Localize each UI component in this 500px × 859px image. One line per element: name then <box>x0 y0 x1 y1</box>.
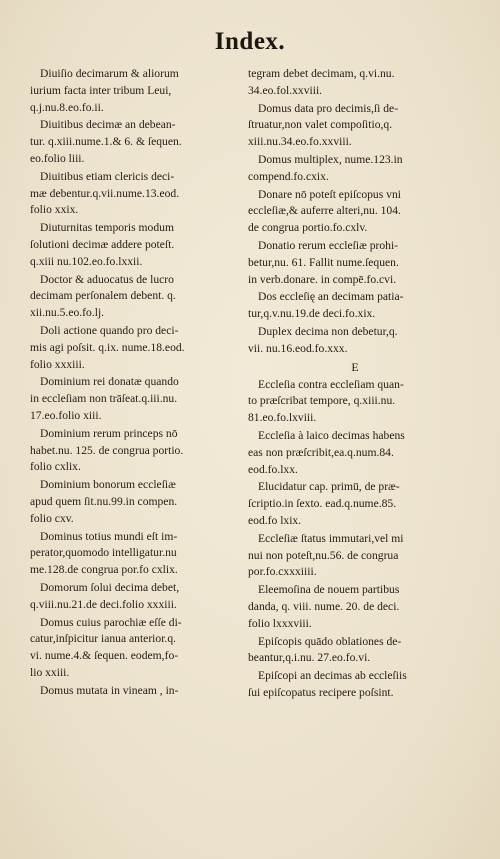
entry-line: eo.folio liii. <box>30 151 85 165</box>
entry-line: mis agi poſsit. q.ix. nume.18.eod. <box>30 340 185 354</box>
entry-line: ſolutioni decimæ addere poteſt. <box>30 237 175 251</box>
entry-line: Elucidatur cap. primū, de præ- <box>258 480 400 494</box>
index-entry <box>248 377 462 427</box>
index-entry <box>30 66 244 116</box>
index-entry <box>30 117 244 167</box>
entry-line: Donatio rerum eccleſiæ prohi- <box>258 238 399 252</box>
index-entry <box>30 374 244 424</box>
entry-line: eccleſiæ,& auferre alteri,nu. 104. <box>248 204 401 218</box>
entry-line: Eleemoſina de nouem partibus <box>258 583 400 597</box>
entry-line: 17.eo.folio xiii. <box>30 408 102 422</box>
entry-line: vi. nume.4.& ſequen. eodem,fo- <box>30 649 179 663</box>
index-entry <box>248 479 462 529</box>
entry-line: Dos eccleſię an decimam patia- <box>258 290 404 304</box>
section-letter: E <box>351 359 359 374</box>
entry-line: Eccleſia contra eccleſiam quan- <box>258 377 404 391</box>
index-entry <box>30 529 244 579</box>
index-entry <box>248 101 462 151</box>
index-entry <box>30 272 244 322</box>
entry-line: apud quem ſit.nu.99.in compen. <box>30 494 178 508</box>
index-entry <box>248 152 462 186</box>
entry-line: Epiſcopis quādo oblationes de- <box>258 634 402 648</box>
entry-line: Diuturnitas temporis modum <box>40 221 174 235</box>
index-entry <box>248 187 462 237</box>
entry-line: folio xxix. <box>30 203 79 217</box>
index-entry <box>248 238 462 288</box>
entry-line: folio cxlix. <box>30 460 81 474</box>
entry-line: decimam perſonalem debent. q. <box>30 289 176 303</box>
entry-line: nui non poteſt,nu.56. de congrua <box>248 548 399 562</box>
entry-line: lio xxiii. <box>30 665 70 679</box>
entry-line: mæ debentur.q.vii.nume.13.eod. <box>30 186 180 200</box>
entry-line: betur,nu. 61. Fallit nume.ſequen. <box>248 255 399 269</box>
entry-line: q.xiii nu.102.eo.fo.lxxii. <box>30 254 143 268</box>
index-entry <box>30 323 244 373</box>
entry-line: Domorum ſolui decima debet, <box>40 580 180 594</box>
entry-line: Duplex decima non debetur,q. <box>258 324 398 338</box>
entry-line: perator,quomodo intelligatur.nu <box>30 546 177 560</box>
entry-line: q.viii.nu.21.de deci.folio xxxiii. <box>30 597 177 611</box>
index-entry <box>248 634 462 668</box>
entry-line: Epiſcopi an decimas ab eccleſiis <box>258 669 407 683</box>
entry-line: Dominium bonorum eccleſiæ <box>40 478 176 492</box>
entry-line: folio cxv. <box>30 511 74 525</box>
entry-line: tur. q.xiii.nume.1.& 6. & ſequen. <box>30 135 182 149</box>
entry-line: me.128.de congrua por.fo cxlix. <box>30 563 178 577</box>
index-entry <box>248 428 462 478</box>
entry-line: Eccleſiæ ſtatus immutari,vel mi <box>258 531 404 545</box>
entry-line: 34.eo.fol.xxviii. <box>248 83 323 97</box>
left-column <box>30 66 244 700</box>
entry-line: Diuiſio decimarum & aliorum <box>40 67 179 80</box>
entry-line: Domus data pro decimis,ſi de- <box>258 101 399 115</box>
entry-line: beantur,q.i.nu. 27.eo.fo.vi. <box>248 651 371 665</box>
entry-line: in eccleſiam non trāſeat.q.iii.nu. <box>30 392 178 406</box>
right-column <box>248 66 462 703</box>
entry-line: Dominus totius mundi eſt im- <box>40 529 178 543</box>
index-entry <box>30 426 244 476</box>
entry-line: catur,inſpicitur ianua anterior.q. <box>30 632 177 646</box>
entry-line: por.fo.cxxxiiii. <box>248 565 317 579</box>
entry-line: Domus multiplex, nume.123.in <box>258 152 403 166</box>
entry-line: 81.eo.fo.lxviii. <box>248 411 317 425</box>
index-entry <box>30 615 244 682</box>
entry-line: Donare nō poteſt epiſcopus vni <box>258 187 401 201</box>
entry-line: danda, q. viii. nume. 20. de deci. <box>248 599 400 613</box>
entry-line: eod.fo lxix. <box>248 513 302 527</box>
index-entry <box>30 477 244 527</box>
entry-line: habet.nu. 125. de congrua portio. <box>30 443 184 457</box>
entry-line: tegram debet decimam, q.vi.nu. <box>248 67 395 80</box>
index-entry <box>30 683 244 700</box>
entry-line: Domus cuius parochiæ eſſe di- <box>40 615 182 629</box>
entry-line: compend.fo.cxix. <box>248 169 329 183</box>
entry-line: ſcriptio.in ſexto. ead.q.nume.85. <box>248 497 397 511</box>
entry-line: xiii.nu.34.eo.fo.xxviii. <box>248 135 352 149</box>
index-entry <box>248 531 462 581</box>
entry-line: eod.fo.lxx. <box>248 462 298 476</box>
entry-line: iurium facta inter tribum Leui, <box>30 83 172 97</box>
entry-line: q.j.nu.8.eo.fo.ii. <box>30 100 104 114</box>
entry-line: folio xxxiii. <box>30 357 85 371</box>
index-entry <box>248 668 462 702</box>
entry-line: Doli actione quando pro deci- <box>40 323 179 337</box>
entry-line: ſtruatur,non valet compoſitio,q. <box>248 118 393 132</box>
entry-line: Domus mutata in vineam , in- <box>40 683 179 697</box>
entry-line: eas non præſcribit,ea.q.num.84. <box>248 445 394 459</box>
index-entry <box>248 582 462 632</box>
index-entry <box>248 289 462 323</box>
entry-line: to præſcribat tempore, q.xiii.nu. <box>248 394 396 408</box>
entry-line: Diuitibus etiam clericis deci- <box>40 169 175 183</box>
entry-line: Diuitibus decimæ an debean- <box>40 118 176 132</box>
entry-line: folio lxxxviii. <box>248 616 312 630</box>
entry-line: Doctor & aduocatus de lucro <box>40 272 174 286</box>
entry-line: vii. nu.16.eod.fo.xxx. <box>248 341 348 355</box>
entry-line: Dominium rei donatæ quando <box>40 375 179 389</box>
entry-line: xii.nu.5.eo.fo.lj. <box>30 306 105 320</box>
entry-line: Eccleſia à laico decimas habens <box>258 428 405 442</box>
entry-line: de congrua portio.fo.cxlv. <box>248 221 368 235</box>
index-entry <box>30 580 244 614</box>
index-entry <box>248 66 462 100</box>
entry-line: ſui epiſcopatus recipere poſsint. <box>248 685 394 699</box>
index-entry <box>248 324 462 358</box>
entry-line: in verb.donare. in compē.fo.cvi. <box>248 272 397 286</box>
entry-line: Dominium rerum princeps nō <box>40 426 178 440</box>
entry-line: tur,q.v.nu.19.de deci.fo.xix. <box>248 307 376 321</box>
page-title: Index. <box>214 28 286 55</box>
index-entry <box>30 220 244 270</box>
index-entry <box>30 169 244 219</box>
